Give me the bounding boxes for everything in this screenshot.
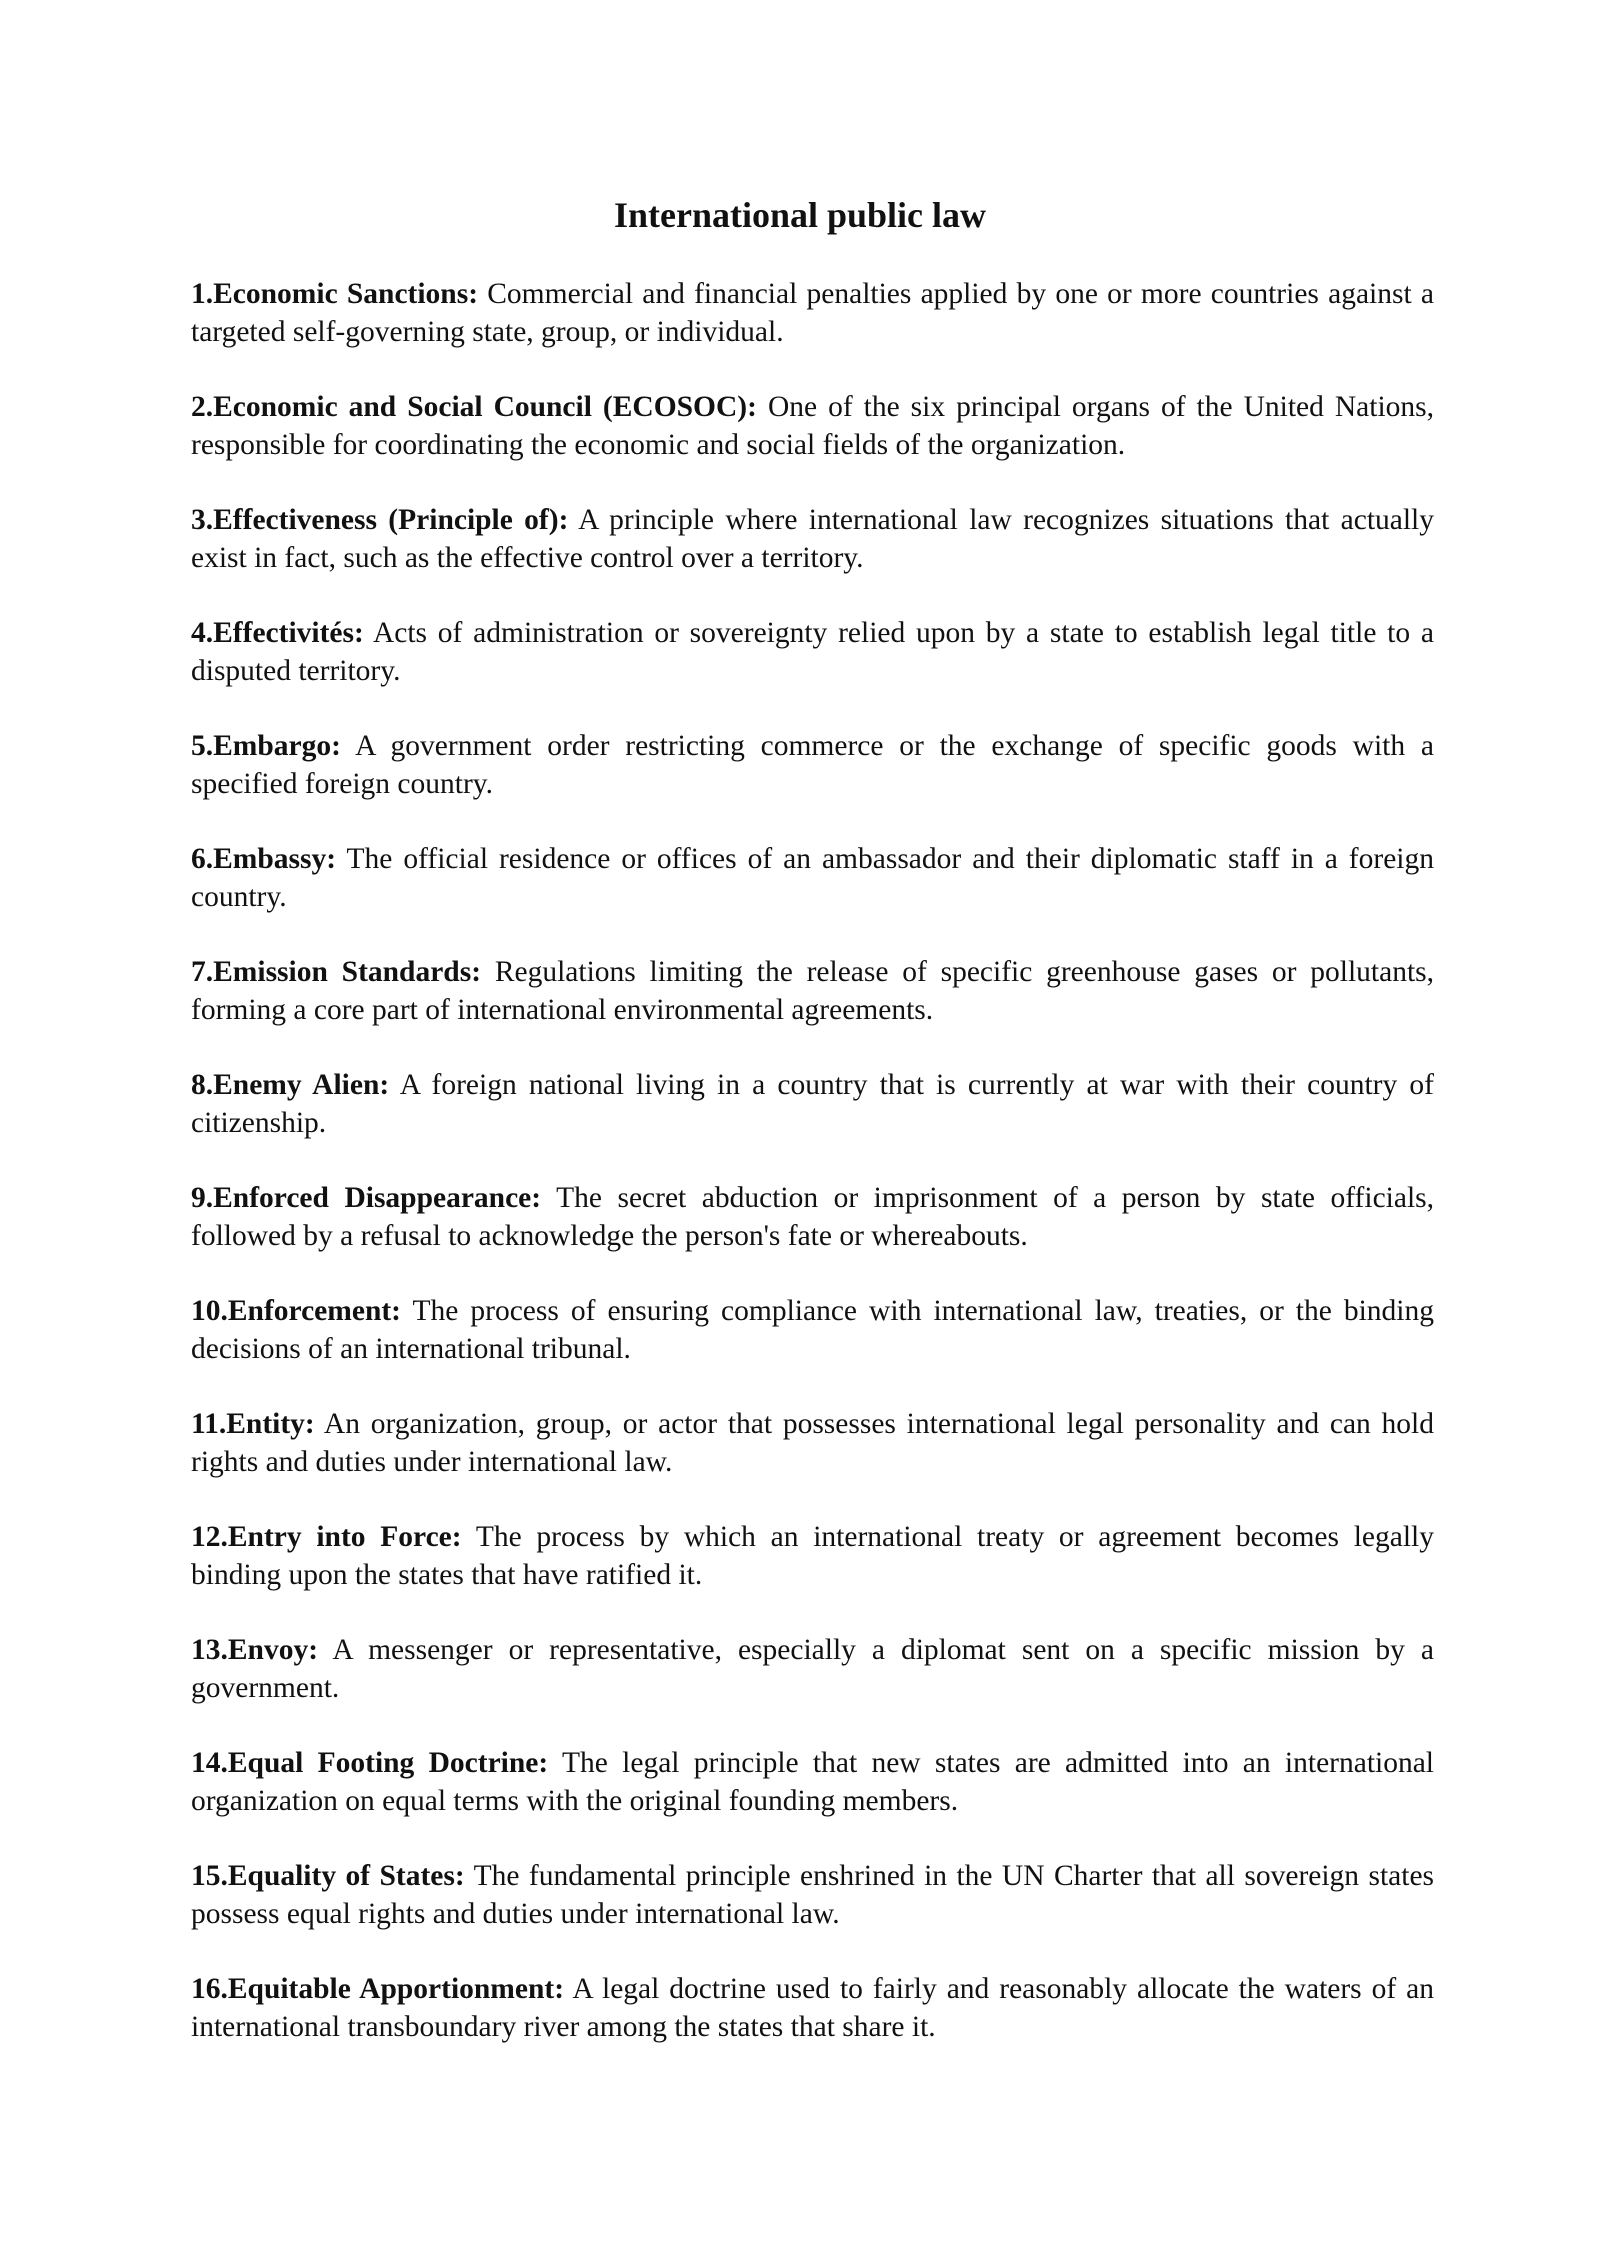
entry-term-text: Equal Footing Doctrine:	[227, 1747, 549, 1779]
entry-term	[191, 1182, 541, 1214]
entry-number: 13.	[191, 1634, 228, 1666]
entry-definition: A messenger or representative, especially a diplomat sent on a specific mission by a government.	[191, 1634, 1435, 1704]
entry-number: 9.	[191, 1182, 214, 1214]
glossary-entry	[191, 1180, 1434, 1255]
glossary-entry	[191, 728, 1434, 803]
glossary-entry	[191, 1745, 1434, 1820]
glossary-entry	[191, 1971, 1434, 2046]
entry-term	[191, 391, 757, 423]
entry-term	[191, 956, 481, 988]
entry-definition: Acts of administration or sovereignty relied upon by a state to establish legal title to a disputed territory.	[191, 617, 1434, 687]
entry-term	[191, 1069, 389, 1101]
entry-term-text: Effectiveness (Principle of):	[213, 504, 569, 536]
entry-number: 3.	[191, 504, 214, 536]
entry-term-text: Equitable Apportionment:	[227, 1973, 565, 2005]
entry-term	[191, 1634, 318, 1666]
entry-term-text: Enemy Alien:	[213, 1069, 390, 1101]
entry-number: 7.	[191, 956, 214, 988]
entry-definition: A principle where international law recognizes situations that actually exist in fact, such as the effective control over a territory.	[191, 504, 1434, 574]
entry-term-text: Entry into Force:	[227, 1521, 462, 1553]
entry-term-text: Entity:	[226, 1408, 315, 1440]
entry-definition: The fundamental principle enshrined in the UN Charter that all sovereign states possess equal rights and duties under international law.	[191, 1860, 1435, 1930]
entry-term	[191, 1521, 462, 1553]
glossary-entry	[191, 1067, 1434, 1142]
entry-term	[191, 1860, 465, 1892]
entry-term-text: Enforced Disappearance:	[213, 1182, 542, 1214]
entry-definition: A foreign national living in a country that is currently at war with their country of citizenship.	[191, 1069, 1434, 1139]
entry-term	[191, 1973, 564, 2005]
entry-term-text: Effectivités:	[213, 617, 364, 649]
glossary-entry	[191, 1293, 1434, 1368]
glossary-entry	[191, 841, 1434, 916]
entry-term	[191, 1747, 548, 1779]
entry-number: 5.	[191, 730, 214, 762]
entry-definition: The process of ensuring compliance with international law, treaties, or the binding decisions of an international tribunal.	[191, 1295, 1434, 1365]
entry-term-text: Envoy:	[227, 1634, 319, 1666]
entry-number: 2.	[191, 391, 214, 423]
entry-number: 12.	[191, 1521, 228, 1553]
glossary-entry	[191, 1519, 1434, 1594]
entry-number: 6.	[191, 843, 214, 875]
glossary-entry	[191, 954, 1434, 1029]
glossary-entry	[191, 1632, 1434, 1707]
entry-term	[191, 278, 478, 310]
entry-definition: The legal principle that new states are admitted into an international organization on equal terms with the original founding members.	[191, 1747, 1435, 1817]
entry-definition: The secret abduction or imprisonment of a person by state officials, followed by a refusal to acknowledge the person's fate or whereabouts.	[191, 1182, 1435, 1252]
entry-number: 10.	[191, 1295, 228, 1327]
entry-term-text: Economic and Social Council (ECOSOC):	[213, 391, 757, 423]
glossary-entry	[191, 615, 1434, 690]
entry-term	[191, 1408, 315, 1440]
entry-definition: Regulations limiting the release of specific greenhouse gases or pollutants, forming a core part of international environmental agreements.	[191, 956, 1435, 1026]
entry-term	[191, 1295, 401, 1327]
entry-definition: The process by which an international treaty or agreement becomes legally binding upon the states that have ratified it.	[191, 1521, 1435, 1591]
entry-term-text: Emission Standards:	[213, 956, 482, 988]
entry-term-text: Embargo:	[213, 730, 341, 762]
entry-term-text: Embassy:	[213, 843, 337, 875]
entry-term	[191, 504, 568, 536]
glossary-entry	[191, 1858, 1434, 1933]
entry-definition: Commercial and financial penalties applied by one or more countries against a targeted self-governing state, group, or individual.	[191, 278, 1434, 348]
entry-number: 11.	[191, 1408, 227, 1440]
entry-number: 4.	[191, 617, 214, 649]
entry-number: 8.	[191, 1069, 214, 1101]
entry-definition: A government order restricting commerce or the exchange of specific goods with a specified foreign country.	[191, 730, 1434, 800]
page-title: International public law	[613, 195, 987, 235]
entry-definition: The official residence or offices of an ambassador and their diplomatic staff in a foreign country.	[191, 843, 1434, 913]
entry-number: 14.	[191, 1747, 228, 1779]
entry-term	[191, 617, 364, 649]
glossary-list	[191, 276, 1434, 2084]
entry-term	[191, 843, 336, 875]
entry-term-text: Economic Sanctions:	[213, 278, 479, 310]
glossary-entry	[191, 1406, 1434, 1481]
entry-number: 16.	[191, 1973, 228, 2005]
glossary-entry	[191, 276, 1434, 351]
entry-term-text: Enforcement:	[227, 1295, 402, 1327]
entry-definition: A legal doctrine used to fairly and reasonably allocate the waters of an international transboundary river among the states that share it.	[191, 1973, 1435, 2043]
entry-number: 1.	[191, 278, 214, 310]
entry-number: 15.	[191, 1860, 228, 1892]
glossary-entry	[191, 389, 1434, 464]
entry-definition: An organization, group, or actor that possesses international legal personality and can hold rights and duties under international law.	[191, 1408, 1434, 1478]
glossary-entry	[191, 502, 1434, 577]
entry-definition: One of the six principal organs of the United Nations, responsible for coordinating the economic and social fields of the organization.	[191, 391, 1435, 461]
entry-term-text: Equality of States:	[227, 1860, 465, 1892]
entry-term	[191, 730, 341, 762]
